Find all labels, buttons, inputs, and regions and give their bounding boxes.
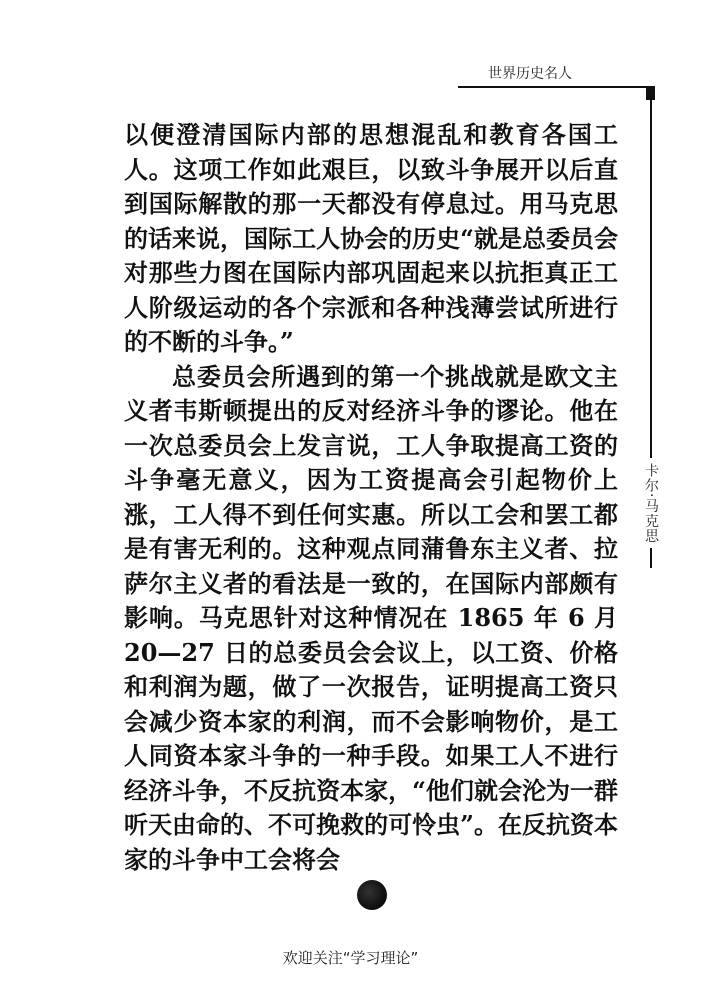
header-rule	[458, 86, 648, 88]
paragraph-1: 以便澄清国际内部的思想混乱和教育各国工人。这项工作如此艰巨，以致斗争展开以后直到国际解散的那一天都没有停息过。用马克思的话来说，国际工人协会的历史“就是总委员会对那些力图在国际内部巩固起来以抗拒真正工人阶级运动的各个宗派和各种浅薄尝试所进行的不断的斗争。”	[124, 120, 618, 356]
body-text	[124, 118, 618, 877]
page-marker-dot	[357, 880, 387, 910]
footer-note: 欢迎关注“学习理论”	[282, 949, 419, 967]
paragraph-2: 总委员会所遇到的第一个挑战就是欧文主义者韦斯顿提出的反对经济斗争的谬论。他在一次总委员会上发言说，工人争取提高工资的斗争毫无意义，因为工资提高会引起物价上涨，工人得不到任何实惠。所以工会和罢工都是有害无利的。这种观点同蒲鲁东主义者、拉萨尔主义者的看法是一致的，在国际内部颇有影响。马克思针对这种情况在 1865 年 6 月 20—27 日的总委员会会议上，以工资、价格和利润为题，做了一次报告，证明提高工资只会减少资本家的利润，而不会影响物价，是工人同资本家斗争的一种手段。如果工人不进行经济斗争，不反抗资本家，“他们就会沦为一群听天由命的、不可挽救的可怜虫”。在反抗资本家的斗争中工会将会	[124, 361, 618, 874]
side-rule-bottom	[650, 548, 652, 568]
header-corner-block	[646, 86, 655, 100]
side-chapter-label: 卡尔·马克思	[643, 463, 659, 544]
side-rule-top	[650, 100, 652, 458]
running-header-title: 世界历史名人	[488, 66, 572, 82]
